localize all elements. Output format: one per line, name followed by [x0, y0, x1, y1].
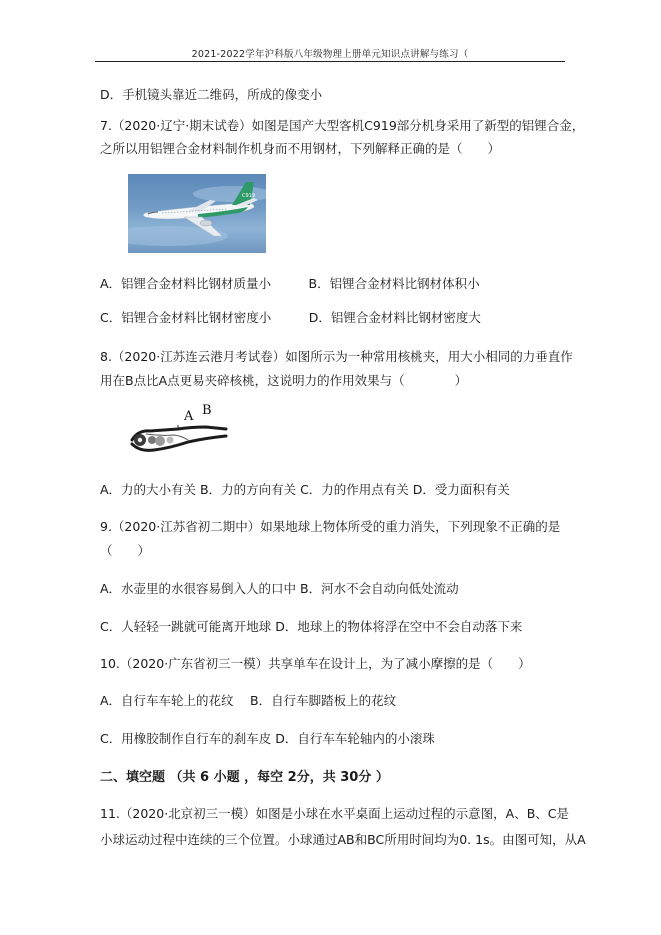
- q8-options: A．力的大小有关 B．力的方向有关 C．力的作用点有关 D．受力面积有关: [100, 482, 510, 497]
- q11-stem-line1: 11.（2020·北京初三一模）如图是小球在水平桌面上运动过程的示意图，A、B、C是: [100, 806, 570, 821]
- q9-options-row2: C．人轻轻一跳就可能离开地球 D．地球上的物体将浮在空中不会自动落下来: [100, 619, 523, 634]
- label-b: B: [202, 403, 212, 418]
- q7-options-row2: C．铝锂合金材料比钢材密度小 D．铝锂合金材料比钢材密度大: [100, 310, 481, 325]
- q10-options-row2: C．用橡胶制作自行车的刹车皮 D．自行车车轮轴内的小滚珠: [100, 731, 435, 746]
- nutcracker-figure: [130, 400, 232, 462]
- q8-stem-line1: 8.（2020·江苏连云港月考试卷）如图所示为一种常用核桃夹，用大小相同的力垂直作: [100, 349, 573, 364]
- section-heading-fill-in: 二、填空题 （共 6 小题 ，每空 2分，共 30分 ）: [100, 770, 389, 785]
- q9-stem-line2: （ ）: [100, 543, 151, 558]
- airplane-image: [128, 174, 266, 253]
- q9-stem-line1: 9.（2020·江苏省初二期中）如果地球上物体所受的重力消失，下列现象不正确的是: [100, 519, 561, 534]
- q8-stem-line2: 用在B点比A点更易夹碎核桃，这说明力的作用效果与（ ）: [100, 373, 468, 388]
- q7-stem-line2: 之所以用铝锂合金材料制作机身而不用钢材，下列解释正确的是（ ）: [100, 141, 501, 156]
- q9-options-row1: A．水壶里的水很容易倒入人的口中 B．河水不会自动向低处流动: [100, 581, 459, 596]
- q11-stem-line2: 小球运动过程中连续的三个位置。小球通过AB和BC所用时间均为0. 1s。由图可知，从A: [100, 832, 586, 847]
- airplane-illustration: [128, 174, 266, 253]
- tail-label: C919: [242, 193, 256, 199]
- label-a: A: [184, 409, 194, 424]
- q6-option-d: D．手机镜头靠近二维码，所成的像变小: [100, 87, 323, 102]
- q10-options-row1: A．自行车车轮上的花纹 B．自行车脚踏板上的花纹: [100, 693, 397, 708]
- header-rule: [95, 61, 565, 62]
- q10-stem: 10.（2020·广东省初三一模）共享单车在设计上，为了减小摩擦的是（ ）: [100, 656, 531, 671]
- nutcracker-illustration: [130, 400, 232, 462]
- q7-stem-line1: 7.（2020·辽宁·期末试卷）如图是国产大型客机C919部分机身采用了新型的铝锂合金，: [100, 118, 585, 133]
- page-header: 2021-2022学年沪科版八年级物理上册单元知识点讲解与练习（: [191, 49, 469, 60]
- q7-options-row1: A．铝锂合金材料比钢材质量小 B．铝锂合金材料比钢材体积小: [100, 276, 480, 291]
